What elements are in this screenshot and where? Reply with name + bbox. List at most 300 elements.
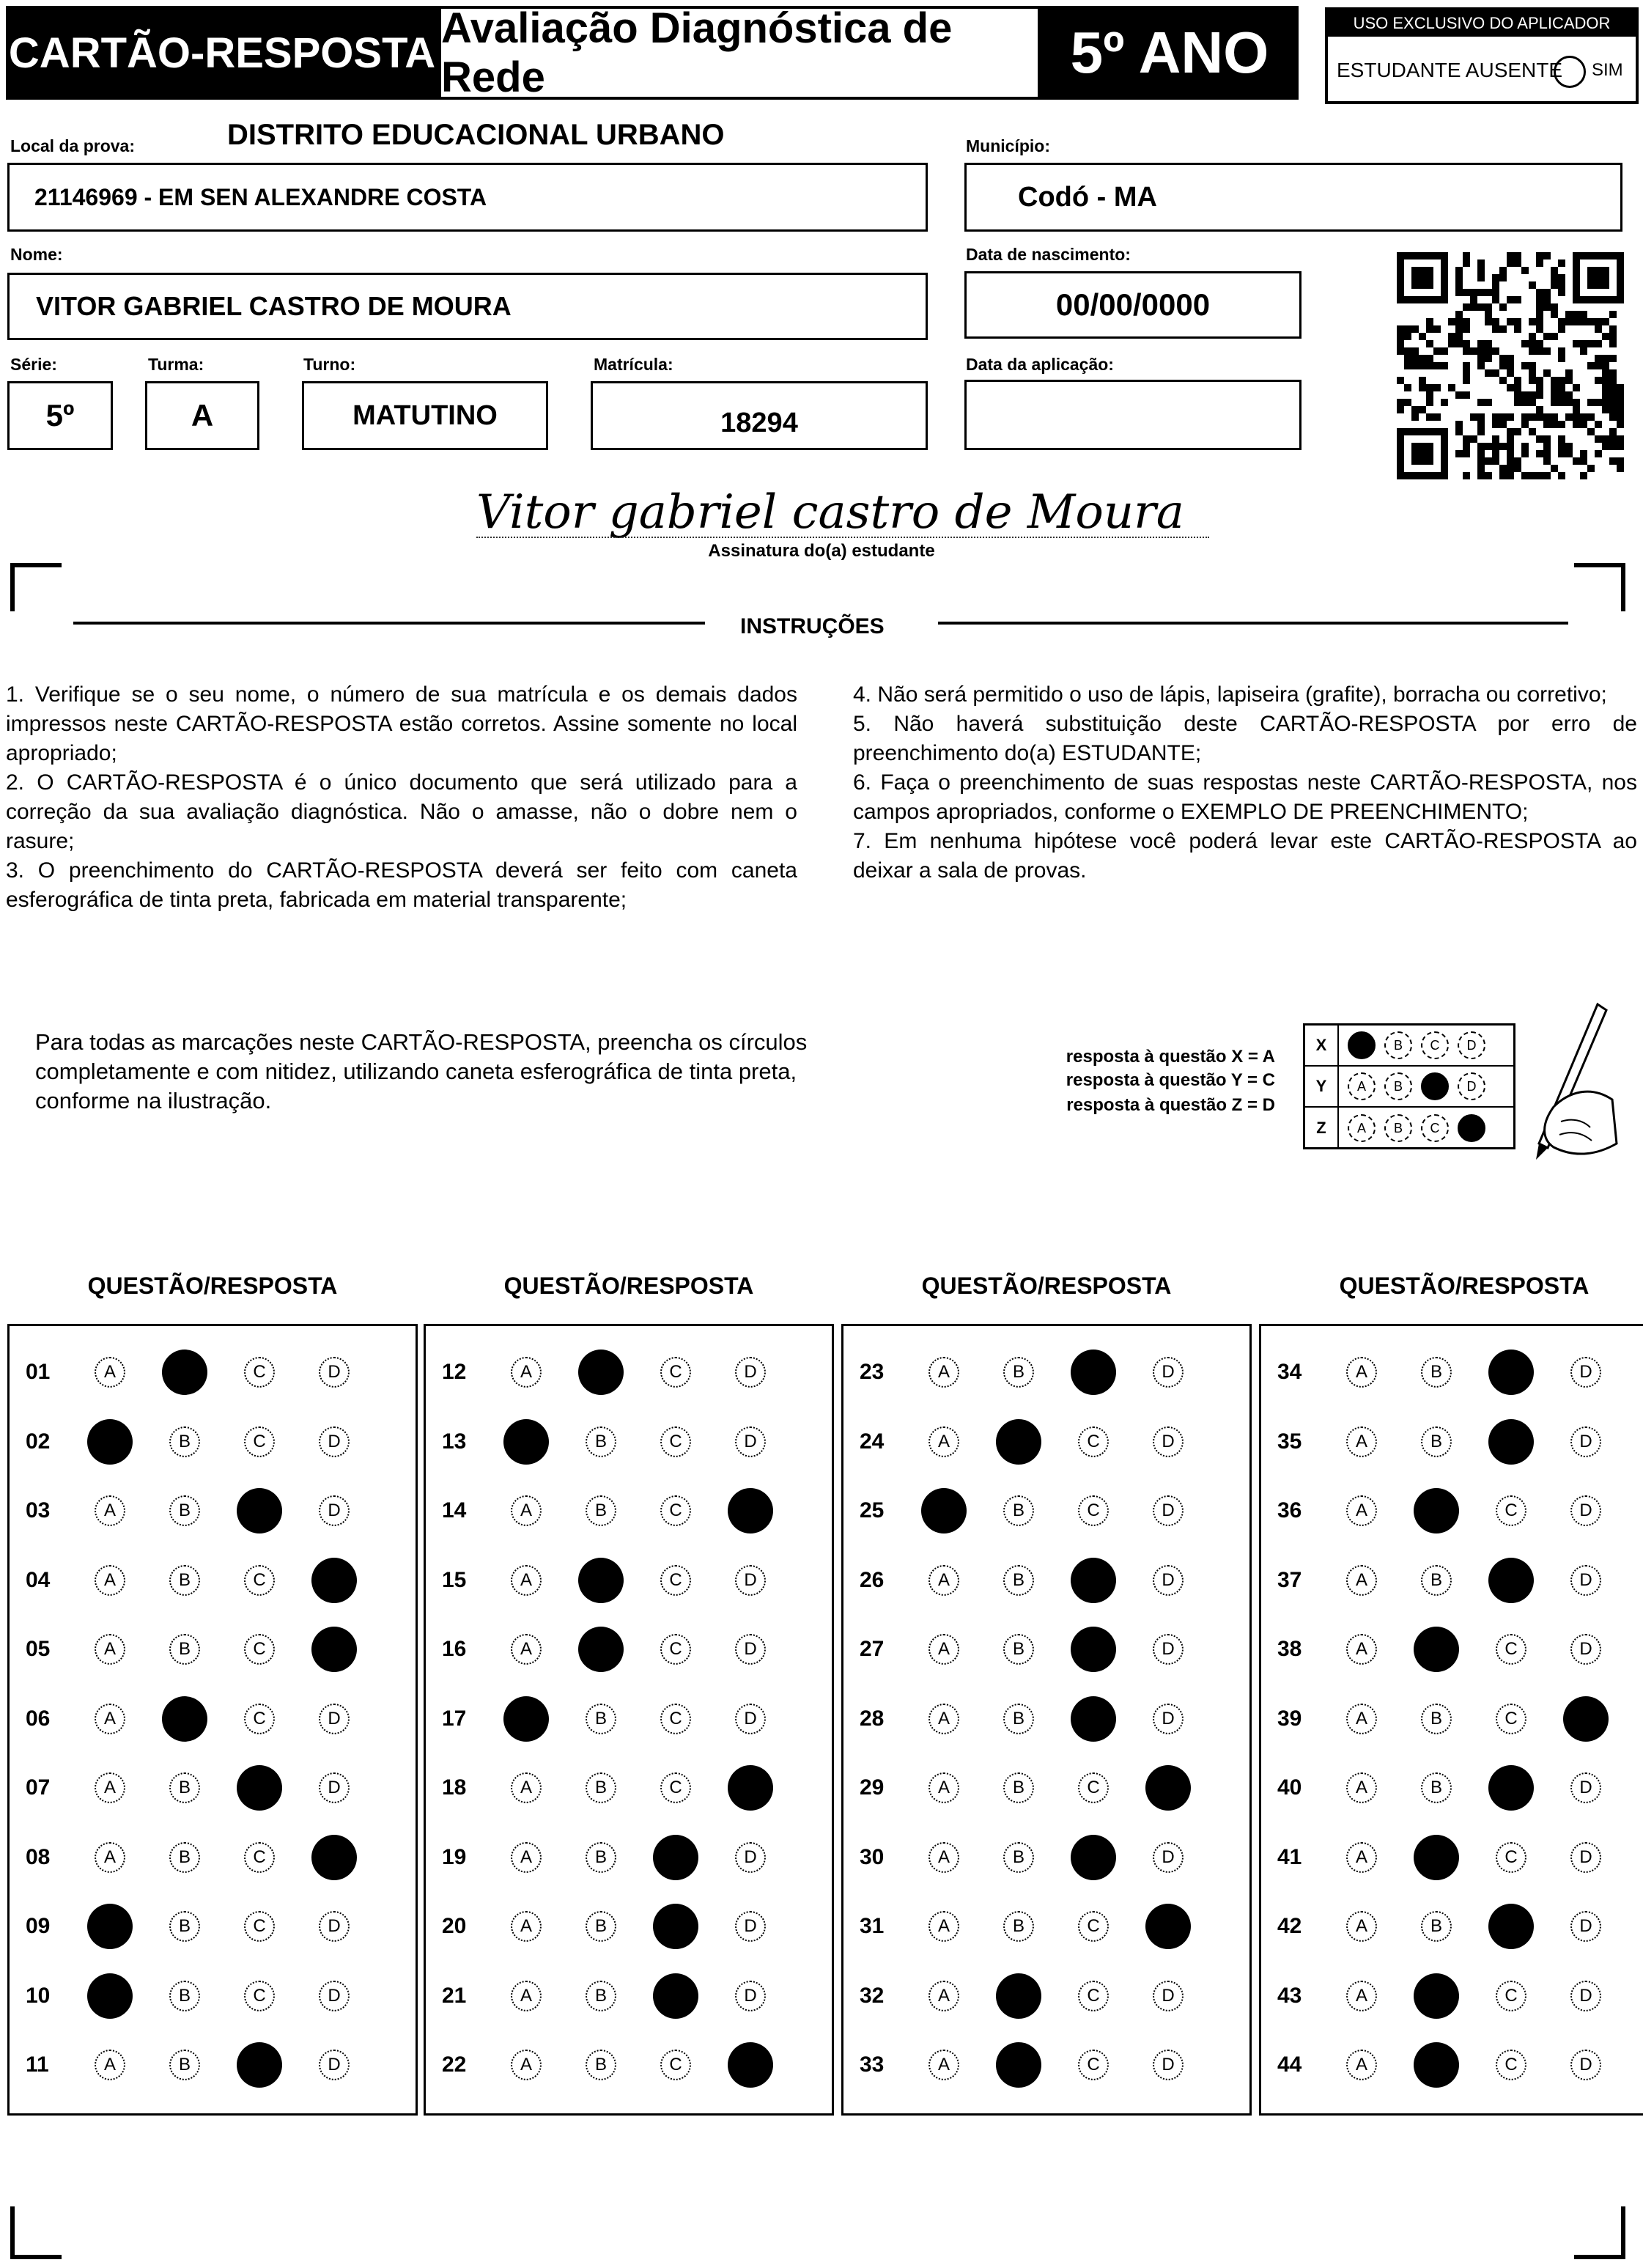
answer-bubble-c[interactable]: C — [244, 1704, 275, 1734]
question-number: 21 — [442, 1983, 467, 2008]
answer-bubble-d[interactable]: D — [735, 1357, 766, 1388]
answer-bubble-d[interactable]: D — [1570, 1565, 1601, 1596]
answer-bubble-b[interactable]: B — [586, 2050, 616, 2080]
answer-bubble-d[interactable]: D — [735, 1842, 766, 1873]
answer-bubble-d[interactable] — [728, 1765, 773, 1811]
question-row — [1261, 1685, 1643, 1753]
answer-bubble-a[interactable]: A — [1346, 1842, 1377, 1873]
answer-bubble-b[interactable] — [1414, 1627, 1459, 1672]
answer-bubble-b[interactable]: B — [1003, 1565, 1034, 1596]
answer-bubble-b[interactable]: B — [586, 1911, 616, 1942]
answer-column-title: QUESTÃO/RESPOSTA — [503, 1273, 754, 1299]
answer-bubble-d[interactable]: D — [735, 1981, 766, 2011]
local-label: Local da prova: — [10, 136, 135, 155]
answer-bubble-c[interactable]: C — [660, 1426, 691, 1457]
answer-bubble-a[interactable]: A — [95, 1357, 125, 1388]
answer-bubble-d[interactable]: D — [1570, 1842, 1601, 1873]
answer-bubble-b[interactable]: B — [169, 1495, 200, 1526]
answer-bubble-a[interactable] — [87, 1419, 133, 1465]
answer-bubble-b[interactable]: B — [169, 2050, 200, 2080]
question-row — [426, 1892, 836, 1961]
question-number: 09 — [26, 1914, 51, 1938]
example-row-letter: Y — [1305, 1066, 1339, 1107]
answer-column-title: QUESTÃO/RESPOSTA — [921, 1273, 1172, 1299]
answer-bubble-a[interactable]: A — [511, 1981, 542, 2011]
answer-bubble-c[interactable] — [237, 1488, 282, 1534]
signature-text: Vitor gabriel castro de Moura — [476, 485, 1184, 540]
question-number: 01 — [26, 1360, 51, 1384]
answer-bubble-a[interactable]: A — [928, 1565, 959, 1596]
answer-bubble-a[interactable]: A — [511, 1772, 542, 1803]
answer-bubble-c[interactable] — [1071, 1350, 1116, 1395]
answer-column — [7, 1324, 418, 2116]
question-number: 04 — [26, 1567, 51, 1592]
question-number: 11 — [26, 2052, 49, 2077]
answer-bubble-b[interactable] — [996, 2042, 1041, 2088]
answer-bubble-c[interactable]: C — [1496, 1981, 1526, 2011]
question-row — [1261, 1753, 1643, 1822]
answer-bubble-a[interactable]: A — [1346, 1426, 1377, 1457]
answer-bubble-c[interactable] — [237, 2042, 282, 2088]
answer-bubble-b[interactable]: B — [1003, 1495, 1034, 1526]
answer-bubble-a[interactable]: A — [928, 1704, 959, 1734]
question-row — [426, 1823, 836, 1892]
answer-bubble-a[interactable]: A — [1346, 1357, 1377, 1388]
question-row — [843, 1615, 1254, 1684]
answer-bubble-d[interactable]: D — [319, 1357, 350, 1388]
question-number: 39 — [1277, 1706, 1302, 1731]
question-number: 40 — [1277, 1775, 1302, 1800]
answer-bubble-d[interactable]: D — [1570, 1981, 1601, 2011]
serie-label: Série: — [10, 355, 57, 374]
answer-bubble-c[interactable]: C — [660, 1565, 691, 1596]
example-caption-z: resposta à questão Z = D — [1066, 1095, 1275, 1115]
answer-bubble-c[interactable]: C — [660, 2050, 691, 2080]
answer-bubble-c[interactable]: C — [244, 1565, 275, 1596]
aplicacao-field[interactable] — [964, 380, 1302, 450]
answer-bubble-c[interactable] — [653, 1973, 698, 2019]
answer-bubble-c[interactable] — [1071, 1558, 1116, 1603]
answer-column-title: QUESTÃO/RESPOSTA — [1339, 1273, 1590, 1299]
applicator-box — [1325, 7, 1639, 104]
answer-bubble-b[interactable]: B — [169, 1842, 200, 1873]
example-bubble: C — [1421, 1114, 1449, 1142]
question-row — [843, 1407, 1254, 1476]
answer-bubble-c[interactable]: C — [1496, 1704, 1526, 1734]
local-field — [7, 163, 928, 232]
question-number: 43 — [1277, 1983, 1302, 2008]
answer-bubble-c[interactable] — [1071, 1627, 1116, 1672]
municipio-field — [964, 163, 1622, 232]
answer-column-title: QUESTÃO/RESPOSTA — [87, 1273, 338, 1299]
example-bubble: A — [1348, 1072, 1376, 1100]
divider-right — [938, 622, 1568, 625]
example-row-letter: Z — [1305, 1108, 1339, 1149]
corner-mark-bottom-right — [1574, 2206, 1625, 2259]
answer-bubble-d[interactable]: D — [319, 1495, 350, 1526]
question-row — [843, 1685, 1254, 1753]
question-row — [1261, 1338, 1643, 1407]
answer-bubble-d[interactable]: D — [319, 1981, 350, 2011]
absent-checkbox[interactable] — [1554, 56, 1586, 88]
question-number: 41 — [1277, 1844, 1302, 1869]
answer-bubble-b[interactable]: B — [586, 1772, 616, 1803]
answer-bubble-a[interactable]: A — [1346, 1565, 1377, 1596]
answer-bubble-a[interactable]: A — [95, 1495, 125, 1526]
answer-bubble-a[interactable]: A — [1346, 1495, 1377, 1526]
answer-bubble-a[interactable]: A — [95, 2050, 125, 2080]
answer-bubble-d[interactable]: D — [1153, 1565, 1184, 1596]
local-value: 21146969 - EM SEN ALEXANDRE COSTA — [34, 183, 487, 210]
example-row — [1305, 1108, 1513, 1149]
answer-bubble-a[interactable] — [87, 1973, 133, 2019]
answer-bubble-c[interactable] — [1488, 1419, 1534, 1465]
answer-bubble-b[interactable] — [578, 1627, 624, 1672]
question-row — [843, 1338, 1254, 1407]
answer-bubble-c[interactable]: C — [1078, 1981, 1109, 2011]
answer-bubble-b[interactable]: B — [169, 1634, 200, 1665]
answer-bubble-b[interactable]: B — [1003, 1842, 1034, 1873]
example-grid — [1303, 1023, 1515, 1149]
answer-bubble-a[interactable]: A — [928, 1772, 959, 1803]
example-bubble: D — [1458, 1031, 1485, 1059]
answer-bubble-d[interactable]: D — [1570, 2050, 1601, 2080]
answer-bubble-d[interactable]: D — [1153, 1495, 1184, 1526]
answer-bubble-b[interactable]: B — [1421, 1704, 1452, 1734]
instructions-right: 4. Não será permitido o uso de lápis, lapiseira (grafite), borracha ou corretivo; 5. Não haverá substituição deste CARTÃO-RESPOSTA por erro de preenchimento do(a) ESTUDANTE; 6. Faça o preenchimento de suas respostas neste CARTÃO-RESPOSTA, nos campos apropriados, conforme o EXEMPLO DE PREENCHIMENTO; 7. Em nenhuma hipótese você poderá levar este CARTÃO-RESPOSTA ao deixar a sala de provas. — [853, 682, 1637, 883]
answer-bubble-c[interactable]: C — [244, 1426, 275, 1457]
answer-bubble-c[interactable] — [1488, 1350, 1534, 1395]
answer-bubble-c[interactable]: C — [244, 1357, 275, 1388]
answer-bubble-a[interactable]: A — [928, 2050, 959, 2080]
question-row — [1261, 1476, 1643, 1545]
answer-bubble-b[interactable]: B — [1003, 1634, 1034, 1665]
answer-bubble-c[interactable]: C — [1496, 1634, 1526, 1665]
answer-bubble-c[interactable] — [653, 1904, 698, 1949]
answer-bubble-a[interactable]: A — [928, 1357, 959, 1388]
question-row — [426, 1753, 836, 1822]
example-caption-y: resposta à questão Y = C — [1066, 1070, 1275, 1090]
question-row — [426, 1962, 836, 2030]
question-number: 42 — [1277, 1914, 1302, 1938]
answer-bubble-c[interactable]: C — [1496, 2050, 1526, 2080]
serie-field — [7, 381, 113, 450]
question-number: 19 — [442, 1844, 467, 1869]
turma-value: A — [191, 398, 214, 432]
answer-bubble-b[interactable]: B — [1003, 1911, 1034, 1942]
answer-bubble-d[interactable]: D — [1153, 1842, 1184, 1873]
answer-bubble-d[interactable]: D — [1153, 1704, 1184, 1734]
answer-bubble-a[interactable]: A — [511, 1565, 542, 1596]
answer-bubble-a[interactable] — [503, 1419, 549, 1465]
question-row — [1261, 2030, 1643, 2099]
answer-bubble-d[interactable]: D — [1570, 1772, 1601, 1803]
nome-label: Nome: — [10, 245, 63, 264]
answer-bubble-b[interactable]: B — [586, 1426, 616, 1457]
question-row — [426, 1338, 836, 1407]
answer-bubble-b[interactable]: B — [1421, 1565, 1452, 1596]
question-number: 13 — [442, 1429, 467, 1454]
question-number: 17 — [442, 1706, 467, 1731]
question-number: 08 — [26, 1844, 51, 1869]
answer-bubble-c[interactable] — [1488, 1765, 1534, 1811]
answer-bubble-b[interactable]: B — [586, 1981, 616, 2011]
answer-bubble-d[interactable]: D — [735, 1426, 766, 1457]
answer-bubble-c[interactable]: C — [1496, 1495, 1526, 1526]
nome-value: VITOR GABRIEL CASTRO DE MOURA — [36, 291, 512, 321]
example-bubble: B — [1384, 1072, 1412, 1100]
question-number: 38 — [1277, 1637, 1302, 1661]
answer-bubble-c[interactable]: C — [1078, 2050, 1109, 2080]
instructions-left: 1. Verifique se o seu nome, o número de sua matrícula e os demais dados impressos neste CARTÃO-RESPOSTA estão corretos. Assine somente no local apropriado; 2. O CARTÃO-RESPOSTA é o único documento que será utilizado para a correção da sua avaliação diagnóstica. Não o amasse, não o dobre nem o rasure; 3. O preenchimento do CARTÃO-RESPOSTA deverá ser feito com caneta esferográfica de tinta preta, fabricada em material transparente; — [6, 682, 797, 912]
answer-bubble-c[interactable]: C — [244, 1911, 275, 1942]
answer-bubble-b[interactable]: B — [169, 1772, 200, 1803]
answer-bubble-a[interactable]: A — [928, 1426, 959, 1457]
question-row — [1261, 1823, 1643, 1892]
answer-bubble-b[interactable]: B — [1421, 1357, 1452, 1388]
question-number: 36 — [1277, 1498, 1302, 1523]
answer-bubble-b[interactable]: B — [1421, 1772, 1452, 1803]
question-row — [10, 1546, 420, 1615]
municipio-label: Município: — [966, 136, 1050, 155]
answer-bubble-a[interactable]: A — [1346, 1772, 1377, 1803]
municipio-value: Codó - MA — [1018, 181, 1157, 213]
answer-bubble-a[interactable]: A — [1346, 1634, 1377, 1665]
question-number: 22 — [442, 2052, 467, 2077]
answer-bubble-a[interactable]: A — [928, 1911, 959, 1942]
question-number: 25 — [860, 1498, 885, 1523]
divider-left — [73, 622, 705, 625]
answer-bubble-a[interactable] — [921, 1488, 967, 1534]
answer-bubble-b[interactable]: B — [1421, 1426, 1452, 1457]
answer-bubble-b[interactable]: B — [586, 1704, 616, 1734]
nascimento-field — [964, 271, 1302, 339]
answer-bubble-d[interactable] — [728, 2042, 773, 2088]
question-number: 24 — [860, 1429, 885, 1454]
answer-bubble-d[interactable]: D — [1153, 1357, 1184, 1388]
answer-bubble-c[interactable]: C — [244, 1842, 275, 1873]
answer-bubble-d[interactable]: D — [319, 1426, 350, 1457]
answer-bubble-c[interactable]: C — [244, 1981, 275, 2011]
answer-bubble-b[interactable]: B — [586, 1495, 616, 1526]
answer-bubble-b[interactable]: B — [169, 1911, 200, 1942]
answer-bubble-d[interactable]: D — [735, 1704, 766, 1734]
question-row — [843, 1962, 1254, 2030]
question-number: 29 — [860, 1775, 885, 1800]
question-row — [843, 1823, 1254, 1892]
answer-column — [424, 1324, 834, 2116]
student-signature — [462, 476, 1224, 550]
answer-bubble-c[interactable] — [237, 1765, 282, 1811]
question-number: 18 — [442, 1775, 467, 1800]
question-row — [1261, 1892, 1643, 1961]
answer-bubble-b[interactable]: B — [1421, 1911, 1452, 1942]
answer-bubble-c[interactable] — [1071, 1835, 1116, 1880]
question-number: 10 — [26, 1983, 51, 2008]
local-district: DISTRITO EDUCACIONAL URBANO — [227, 119, 725, 151]
signature-line — [476, 537, 1209, 538]
answer-bubble-d[interactable]: D — [735, 1565, 766, 1596]
answer-bubble-d[interactable]: D — [319, 1911, 350, 1942]
answer-bubble-b[interactable] — [996, 1973, 1041, 2019]
answer-bubble-c[interactable] — [1488, 1558, 1534, 1603]
question-row — [10, 1753, 420, 1822]
answer-bubble-d[interactable] — [311, 1627, 357, 1672]
answer-bubble-b[interactable] — [1414, 1835, 1459, 1880]
answer-bubble-d[interactable]: D — [735, 1911, 766, 1942]
nascimento-value: 00/00/0000 — [1055, 287, 1211, 322]
example-bubble: B — [1384, 1031, 1412, 1059]
answer-bubble-b[interactable] — [1414, 2042, 1459, 2088]
answer-bubble-b[interactable]: B — [1003, 1772, 1034, 1803]
question-number: 16 — [442, 1637, 467, 1661]
question-number: 14 — [442, 1498, 467, 1523]
question-number: 05 — [26, 1637, 51, 1661]
answer-bubble-b[interactable]: B — [586, 1842, 616, 1873]
answer-bubble-b[interactable] — [1414, 1488, 1459, 1534]
answer-bubble-c[interactable]: C — [660, 1772, 691, 1803]
answer-bubble-b[interactable] — [578, 1558, 624, 1603]
answer-bubble-b[interactable]: B — [169, 1981, 200, 2011]
turno-label: Turno: — [303, 355, 356, 374]
answer-bubble-c[interactable]: C — [660, 1495, 691, 1526]
question-number: 06 — [26, 1706, 51, 1731]
turma-label: Turma: — [148, 355, 204, 374]
answer-bubble-a[interactable]: A — [511, 1357, 542, 1388]
answer-bubble-d[interactable]: D — [1153, 1981, 1184, 2011]
corner-mark-top-right — [1574, 563, 1625, 611]
answer-bubble-d[interactable]: D — [319, 2050, 350, 2080]
question-number: 12 — [442, 1360, 467, 1384]
answer-bubble-a[interactable]: A — [95, 1772, 125, 1803]
question-row — [426, 2030, 836, 2099]
answer-bubble-d[interactable]: D — [319, 1772, 350, 1803]
answer-bubble-b[interactable]: B — [1003, 1704, 1034, 1734]
answer-bubble-b[interactable] — [162, 1696, 207, 1742]
answer-bubble-a[interactable]: A — [511, 1911, 542, 1942]
answer-bubble-d[interactable] — [311, 1835, 357, 1880]
answer-bubble-a[interactable]: A — [95, 1634, 125, 1665]
answer-bubble-c[interactable] — [1488, 1904, 1534, 1949]
answer-bubble-a[interactable]: A — [511, 1495, 542, 1526]
turno-field — [302, 381, 548, 450]
example-bubble — [1421, 1072, 1449, 1100]
question-number: 28 — [860, 1706, 885, 1731]
answer-bubble-a[interactable]: A — [928, 1634, 959, 1665]
answer-bubble-c[interactable]: C — [1496, 1842, 1526, 1873]
answer-bubble-d[interactable]: D — [1153, 1634, 1184, 1665]
question-row — [10, 1476, 420, 1545]
answer-bubble-d[interactable]: D — [735, 1634, 766, 1665]
answer-bubble-b[interactable] — [996, 1419, 1041, 1465]
question-row — [843, 1546, 1254, 1615]
question-row — [10, 1685, 420, 1753]
matricula-label: Matrícula: — [594, 355, 673, 374]
answer-bubble-a[interactable]: A — [928, 1842, 959, 1873]
matricula-value: 18294 — [720, 407, 798, 438]
question-row — [426, 1685, 836, 1753]
corner-mark-bottom-left — [10, 2206, 62, 2259]
answer-bubble-d[interactable] — [1145, 1904, 1191, 1949]
answer-bubble-c[interactable] — [1071, 1696, 1116, 1742]
question-row — [1261, 1615, 1643, 1684]
example-bubble: A — [1348, 1114, 1376, 1142]
answer-bubble-a[interactable]: A — [95, 1842, 125, 1873]
answer-bubble-a[interactable]: A — [1346, 2050, 1377, 2080]
answer-bubble-c[interactable]: C — [660, 1357, 691, 1388]
answer-bubble-a[interactable]: A — [1346, 1704, 1377, 1734]
answer-bubble-b[interactable] — [1414, 1973, 1459, 2019]
answer-bubble-d[interactable]: D — [1153, 2050, 1184, 2080]
answer-bubble-d[interactable] — [1145, 1765, 1191, 1811]
answer-bubble-b[interactable] — [162, 1350, 207, 1395]
answer-bubble-a[interactable]: A — [511, 1842, 542, 1873]
question-row — [426, 1476, 836, 1545]
question-number: 35 — [1277, 1429, 1302, 1454]
answer-bubble-d[interactable] — [728, 1488, 773, 1534]
example-bubble: D — [1458, 1072, 1485, 1100]
answer-bubble-d[interactable]: D — [1570, 1634, 1601, 1665]
answer-bubble-c[interactable]: C — [1078, 1495, 1109, 1526]
answer-bubble-d[interactable]: D — [1153, 1426, 1184, 1457]
answer-bubble-a[interactable]: A — [95, 1704, 125, 1734]
question-row — [10, 1962, 420, 2030]
example-bubble: B — [1384, 1114, 1412, 1142]
nome-field — [7, 273, 928, 340]
answer-bubble-a[interactable]: A — [1346, 1911, 1377, 1942]
answer-bubble-d[interactable]: D — [1570, 1911, 1601, 1942]
serie-value: 5º — [45, 398, 75, 432]
answer-bubble-a[interactable] — [87, 1904, 133, 1949]
answer-bubble-b[interactable]: B — [1003, 1357, 1034, 1388]
question-number: 31 — [860, 1914, 885, 1938]
answer-bubble-c[interactable] — [653, 1835, 698, 1880]
question-number: 23 — [860, 1360, 885, 1384]
answer-bubble-b[interactable] — [578, 1350, 624, 1395]
answer-bubble-c[interactable]: C — [660, 1634, 691, 1665]
answer-bubble-d[interactable]: D — [1570, 1357, 1601, 1388]
answer-bubble-d[interactable]: D — [319, 1704, 350, 1734]
absent-sim-label: SIM — [1592, 60, 1623, 80]
question-number: 37 — [1277, 1567, 1302, 1592]
answer-bubble-d[interactable]: D — [1570, 1426, 1601, 1457]
answer-bubble-a[interactable]: A — [1346, 1981, 1377, 2011]
answer-bubble-d[interactable] — [1563, 1696, 1609, 1742]
answer-bubble-a[interactable]: A — [928, 1981, 959, 2011]
answer-bubble-c[interactable]: C — [1078, 1772, 1109, 1803]
answer-bubble-c[interactable]: C — [1078, 1426, 1109, 1457]
example-row — [1305, 1067, 1513, 1108]
example-row — [1305, 1026, 1513, 1067]
answer-bubble-a[interactable]: A — [95, 1565, 125, 1596]
answer-bubble-c[interactable]: C — [660, 1704, 691, 1734]
answer-bubble-c[interactable]: C — [244, 1634, 275, 1665]
example-bubble: C — [1421, 1031, 1449, 1059]
answer-bubble-a[interactable]: A — [511, 1634, 542, 1665]
question-row — [10, 1615, 420, 1684]
answer-bubble-d[interactable] — [311, 1558, 357, 1603]
answer-bubble-a[interactable] — [503, 1696, 549, 1742]
answer-bubble-d[interactable]: D — [1570, 1495, 1601, 1526]
answer-bubble-b[interactable]: B — [169, 1426, 200, 1457]
answer-bubble-c[interactable]: C — [1078, 1911, 1109, 1942]
qr-code-icon — [1397, 252, 1624, 479]
corner-mark-top-left — [10, 563, 62, 611]
answer-bubble-a[interactable]: A — [511, 2050, 542, 2080]
example-caption-x: resposta à questão X = A — [1066, 1047, 1275, 1067]
answer-bubble-b[interactable]: B — [169, 1565, 200, 1596]
example-text: Para todas as marcações neste CARTÃO-RESPOSTA, preencha os círculos completamente e com nitidez, utilizando caneta esferográfica de tinta preta, conforme na ilustração. — [35, 1029, 808, 1113]
